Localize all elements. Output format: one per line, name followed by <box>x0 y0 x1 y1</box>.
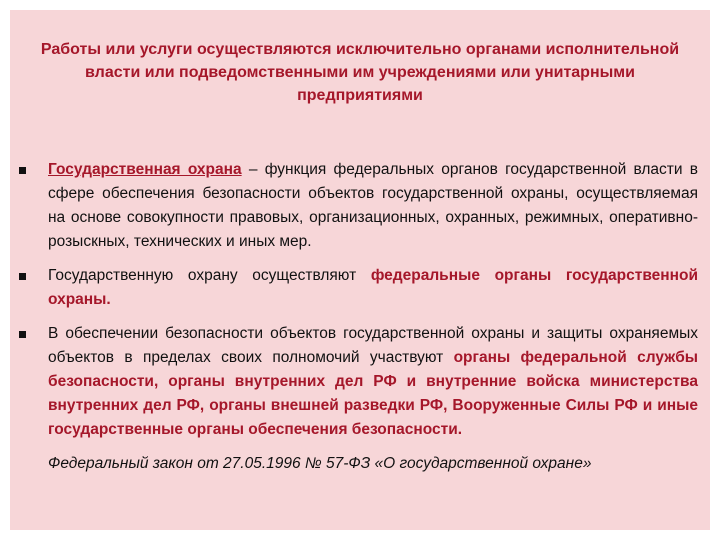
item-text: В обеспечении безопасности объектов государственной охраны и защиты охраняемых объектов в пределах своих полномочий участвуют <box>48 325 698 366</box>
square-bullet-icon <box>19 167 26 174</box>
item-highlight: органы федеральной службы безопасности, органы внутренних дел РФ и внутренние войска министерства внутренних дел РФ, органы внешней разведки РФ, Вооруженные Силы РФ и иные государственные органы обеспечения безопасности. <box>48 349 699 438</box>
list-item <box>16 158 698 254</box>
square-bullet-icon <box>19 273 26 280</box>
list-item <box>16 264 698 312</box>
slide <box>10 10 710 530</box>
square-bullet-icon <box>19 331 26 338</box>
item-text: – функция федеральных органов государственной власти в сфере обеспечения безопасности объектов государственной охраны, осуществляемая на основе совокупности правовых, организационных, охранных, режимных, оперативно-розыскных, технических и иных мер. <box>48 161 698 250</box>
slide-title: Работы или услуги осуществляются исключительно органами исполнительной власти или подведомственными им учреждениями или унитарными предприятиями <box>40 41 680 104</box>
term-link[interactable]: Государственная охрана <box>48 161 242 178</box>
item-text: Государственную охрану осуществляют <box>48 267 371 284</box>
law-reference: Федеральный закон от 27.05.1996 № 57-ФЗ «О государственной охране» <box>48 455 592 472</box>
list-item <box>16 322 698 442</box>
item-highlight: федеральные органы государственной охраны. <box>48 267 698 308</box>
slide-body <box>16 158 698 476</box>
